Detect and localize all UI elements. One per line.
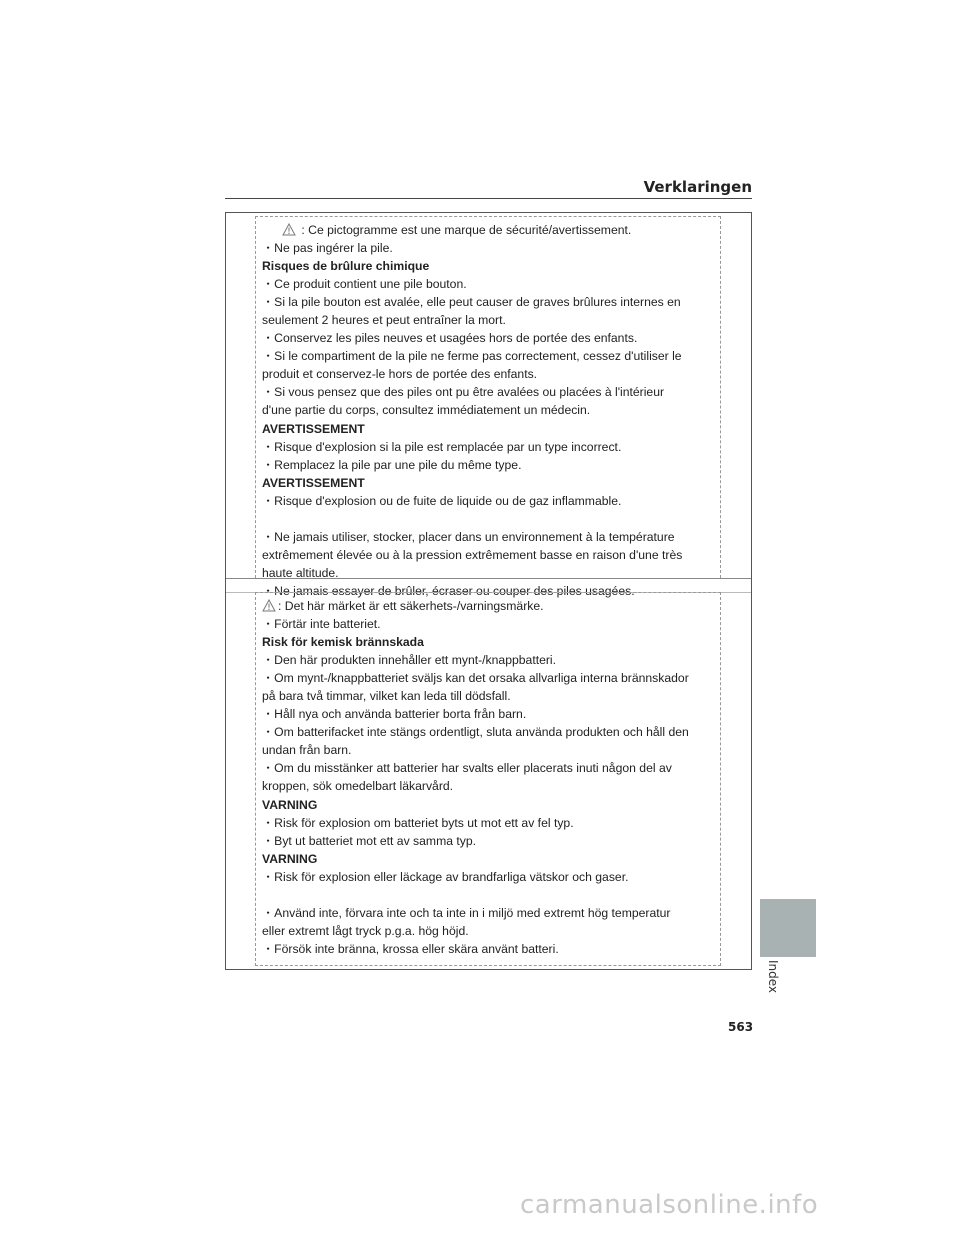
page-header-title: Verklaringen bbox=[643, 178, 752, 196]
swedish-line bbox=[262, 597, 720, 615]
swedish-line bbox=[262, 850, 720, 868]
swedish-line-text: Risk för kemisk brännskada bbox=[262, 635, 424, 650]
swedish-line bbox=[262, 651, 720, 669]
french-line bbox=[262, 311, 720, 329]
swedish-line bbox=[262, 687, 720, 705]
french-line-text: produit et conservez-le hors de portée des enfants. bbox=[262, 367, 538, 382]
swedish-line-text: ・Om mynt-/knappbatteriet sväljs kan det orsaka allvarliga interna brännskador bbox=[262, 671, 689, 686]
swedish-line bbox=[262, 723, 720, 741]
french-line-text: ・Conservez les piles neuves et usagées hors de portée des enfants. bbox=[262, 331, 638, 346]
swedish-line bbox=[262, 868, 720, 886]
french-line bbox=[262, 329, 720, 347]
swedish-line-text: ・Om du misstänker att batterier har svalts eller placerats inuti någon del av bbox=[262, 761, 672, 776]
french-line-text: ・Ne jamais utiliser, stocker, placer dans un environnement à la température bbox=[262, 529, 675, 544]
warning-triangle-icon bbox=[282, 223, 296, 236]
french-line bbox=[262, 221, 720, 239]
french-line bbox=[262, 239, 720, 257]
french-line bbox=[262, 347, 720, 365]
french-line bbox=[262, 293, 720, 311]
header-rule bbox=[225, 198, 752, 199]
swedish-line bbox=[262, 669, 720, 687]
swedish-line bbox=[262, 796, 720, 814]
swedish-line-text: : Det här märket är ett säkerhets-/varningsmärke. bbox=[278, 599, 544, 613]
french-line-text: ・Si le compartiment de la pile ne ferme pas correctement, cessez d'utiliser le bbox=[262, 349, 682, 364]
french-line-text: ・Si vous pensez que des piles ont pu être avalées ou placées à l'intérieur bbox=[262, 385, 665, 400]
french-line-text: ・Risque d'explosion ou de fuite de liquide ou de gaz inflammable. bbox=[262, 493, 622, 508]
swedish-line-text: på bara två timmar, vilket kan leda till dödsfall. bbox=[262, 689, 511, 704]
swedish-line bbox=[262, 777, 720, 795]
french-line-text: AVERTISSEMENT bbox=[262, 475, 365, 490]
french-line bbox=[262, 474, 720, 492]
swedish-line bbox=[262, 886, 720, 904]
french-line bbox=[262, 456, 720, 474]
swedish-line bbox=[262, 741, 720, 759]
french-line bbox=[262, 492, 720, 510]
french-warning-box bbox=[255, 216, 721, 598]
swedish-line-text: ・Förtär inte batteriet. bbox=[262, 617, 381, 632]
french-line-text: ・Remplacez la pile par une pile du même type. bbox=[262, 457, 522, 472]
swedish-line bbox=[262, 904, 720, 922]
swedish-line bbox=[262, 705, 720, 723]
french-line bbox=[262, 528, 720, 546]
swedish-line bbox=[262, 832, 720, 850]
swedish-line-text: ・Risk för explosion om batteriet byts ut mot ett av fel typ. bbox=[262, 815, 574, 830]
section-divider bbox=[226, 578, 751, 579]
swedish-line bbox=[262, 633, 720, 651]
swedish-line-text: ・Den här produkten innehåller ett mynt-/knappbatteri. bbox=[262, 653, 557, 668]
swedish-line-text: kroppen, sök omedelbart läkarvård. bbox=[262, 779, 454, 794]
swedish-line-text: ・Byt ut batteriet mot ett av samma typ. bbox=[262, 833, 477, 848]
french-line-text: extrêmement élevée ou à la pression extrêmement basse en raison d'une très bbox=[262, 547, 683, 562]
french-line-text: Risques de brûlure chimique bbox=[262, 259, 430, 274]
french-line-text: d'une partie du corps, consultez immédiatement un médecin. bbox=[262, 403, 591, 418]
french-line bbox=[262, 420, 720, 438]
swedish-line bbox=[262, 940, 720, 958]
french-line-text: seulement 2 heures et peut entraîner la mort. bbox=[262, 313, 506, 328]
french-line bbox=[262, 564, 720, 582]
french-line bbox=[262, 438, 720, 456]
french-line-text: ・Si la pile bouton est avalée, elle peut causer de graves brûlures internes en bbox=[262, 295, 681, 310]
swedish-line-text: eller extremt lågt tryck p.g.a. hög höjd. bbox=[262, 923, 469, 938]
french-line-text: ・Ce produit contient une pile bouton. bbox=[262, 277, 467, 292]
french-line-text: AVERTISSEMENT bbox=[262, 421, 365, 436]
french-line-text: : Ce pictogramme est une marque de sécurité/avertissement. bbox=[298, 223, 632, 237]
french-line-text: haute altitude. bbox=[262, 565, 339, 580]
swedish-line-text: VARNING bbox=[262, 851, 318, 866]
french-line bbox=[262, 257, 720, 275]
watermark: carmanualsonline.info bbox=[520, 1190, 819, 1220]
swedish-line bbox=[262, 814, 720, 832]
swedish-line bbox=[262, 759, 720, 777]
swedish-line-text: ・Använd inte, förvara inte och ta inte in i miljö med extremt hög temperatur bbox=[262, 905, 671, 920]
swedish-line-text: undan från barn. bbox=[262, 743, 352, 758]
index-tab-label: Index bbox=[766, 960, 780, 994]
swedish-line bbox=[262, 615, 720, 633]
french-line-text: ・Risque d'explosion si la pile est remplacée par un type incorrect. bbox=[262, 439, 622, 454]
french-line bbox=[262, 365, 720, 383]
swedish-line-text: ・Om batterifacket inte stängs ordentligt, sluta använda produkten och håll den bbox=[262, 725, 689, 740]
swedish-warning-box bbox=[255, 592, 721, 966]
french-line bbox=[262, 546, 720, 564]
swedish-line-text: VARNING bbox=[262, 797, 318, 812]
french-line bbox=[262, 383, 720, 401]
warning-triangle-icon bbox=[262, 599, 276, 612]
page-number: 563 bbox=[728, 1020, 754, 1034]
french-line-text: ・Ne jamais essayer de brûler, écraser ou couper des piles usagées. bbox=[262, 583, 635, 598]
french-line-text: ・Ne pas ingérer la pile. bbox=[262, 241, 393, 256]
swedish-line-text: ・Risk för explosion eller läckage av brandfarliga vätskor och gaser. bbox=[262, 869, 629, 884]
swedish-line-text: ・Försök inte bränna, krossa eller skära använt batteri. bbox=[262, 941, 559, 956]
swedish-line bbox=[262, 922, 720, 940]
french-line bbox=[262, 510, 720, 528]
french-line bbox=[262, 275, 720, 293]
swedish-line-text: ・Håll nya och använda batterier borta från barn. bbox=[262, 707, 527, 722]
french-line bbox=[262, 401, 720, 419]
index-side-tab[interactable] bbox=[760, 899, 816, 957]
